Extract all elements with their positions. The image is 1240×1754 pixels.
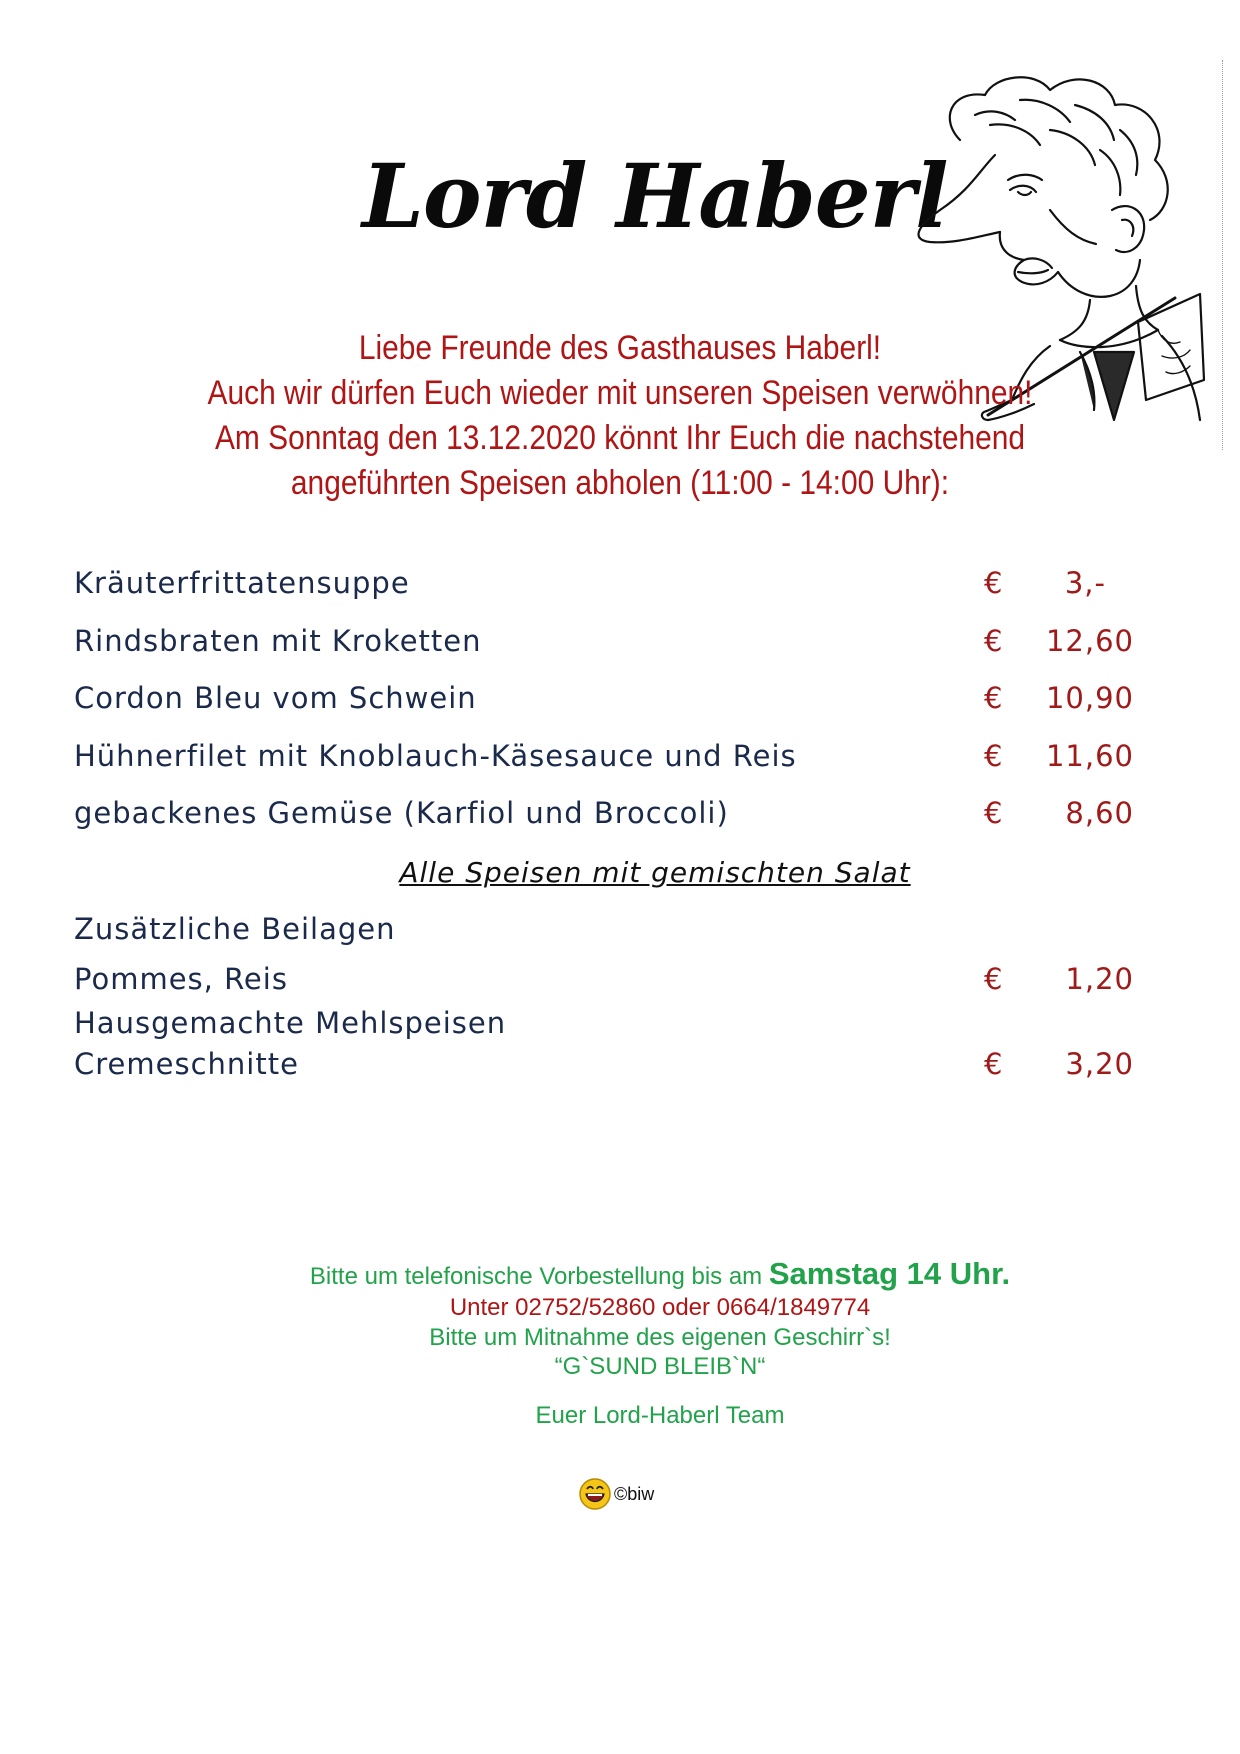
menu-item-name: Pommes, Reis xyxy=(74,962,288,996)
menu-item-price: 12,60 xyxy=(1045,624,1134,658)
dessert-heading: Hausgemachte Mehlspeisen xyxy=(74,1006,507,1040)
intro-line: Liebe Freunde des Gasthauses Haberl! xyxy=(358,329,882,367)
menu-item-price: 3,- xyxy=(1064,566,1106,600)
phone-numbers: Unter 02752/52860 oder 0664/1849774 xyxy=(449,1294,871,1321)
currency-symbol: € xyxy=(984,962,1003,996)
currency-symbol: € xyxy=(984,739,1003,773)
menu-item xyxy=(74,962,1134,1002)
slogan: “G`SUND BLEIB`N“ xyxy=(554,1353,766,1380)
restaurant-logo-title: Lord Haberl xyxy=(362,144,948,248)
credit xyxy=(578,1476,654,1512)
menu-item-price: 8,60 xyxy=(1065,796,1134,830)
menu-item-price: 1,20 xyxy=(1065,962,1134,996)
dessert-heading-row xyxy=(74,1006,1134,1046)
intro-line: Auch wir dürfen Euch wieder mit unseren Speisen verwöhnen! xyxy=(207,374,1033,412)
menu-item-name: Rindsbraten mit Kroketten xyxy=(74,624,482,658)
currency-symbol: € xyxy=(984,566,1003,600)
currency-symbol: € xyxy=(984,681,1003,715)
menu-item-name: Hühnerfilet mit Knoblauch-Käsesauce und Reis xyxy=(74,739,797,773)
menu-item xyxy=(74,739,1134,779)
bring-dishes-note: Bitte um Mitnahme des eigenen Geschirr`s! xyxy=(429,1324,891,1351)
menu-item xyxy=(74,1047,1134,1087)
intro-line: Am Sonntag den 13.12.2020 könnt Ihr Euch die nachstehend xyxy=(214,419,1026,457)
menu-item-price: 3,20 xyxy=(1065,1047,1134,1081)
intro-message xyxy=(74,326,1165,506)
laughing-smiley-icon xyxy=(578,1477,612,1511)
page-edge-mark xyxy=(1222,60,1224,450)
menu-item xyxy=(74,624,1134,664)
preorder-deadline: Samstag 14 Uhr. xyxy=(768,1256,1011,1291)
menu-item xyxy=(74,566,1134,606)
team-signature: Euer Lord-Haberl Team xyxy=(535,1402,785,1429)
currency-symbol: € xyxy=(984,1047,1003,1081)
menu-item xyxy=(74,681,1134,721)
currency-symbol: € xyxy=(984,796,1003,830)
preorder-line xyxy=(0,1258,1240,1292)
menu-item-name: Cordon Bleu vom Schwein xyxy=(74,681,477,715)
extras-heading: Zusätzliche Beilagen xyxy=(74,912,396,946)
menu-item-name: Cremeschnitte xyxy=(74,1047,299,1081)
intro-line: angeführten Speisen abholen (11:00 - 14:00 Uhr): xyxy=(290,464,950,502)
credit-text: ©biw xyxy=(614,1483,655,1504)
salad-note: Alle Speisen mit gemischten Salat xyxy=(399,856,911,889)
preorder-text: Bitte um telefonische Vorbestellung bis am xyxy=(309,1263,763,1290)
menu-item-price: 11,60 xyxy=(1045,739,1134,773)
menu-item-price: 10,90 xyxy=(1045,681,1134,715)
menu-item xyxy=(74,796,1134,836)
currency-symbol: € xyxy=(984,624,1003,658)
menu-item-name: gebackenes Gemüse (Karfiol und Broccoli) xyxy=(74,796,729,830)
extras-heading-row xyxy=(74,912,1134,952)
menu-item-name: Kräuterfrittatensuppe xyxy=(74,566,410,600)
